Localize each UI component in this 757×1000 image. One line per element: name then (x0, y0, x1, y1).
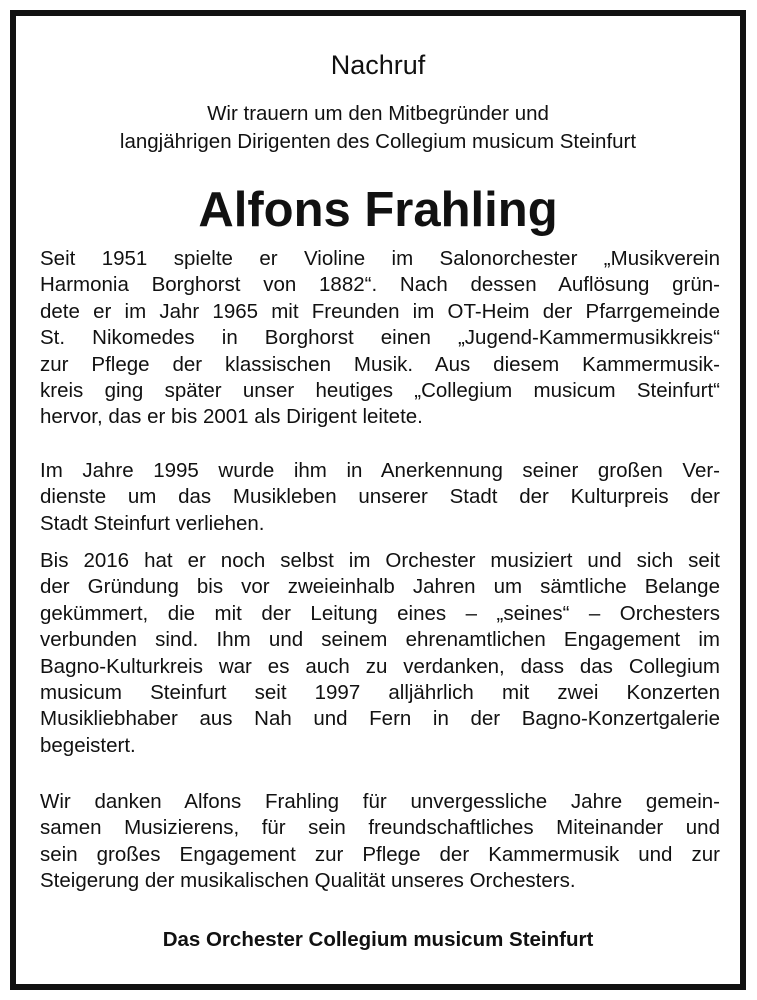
signature: Das Orchester Collegium musicum Steinfurt (162, 928, 594, 951)
obituary-notice (10, 10, 746, 990)
text-line: samen Musizierens, für sein freundschaftliches Miteinander und (40, 816, 720, 840)
text-line: Harmonia Borghorst von 1882“. Nach dessen Auflösung grün- (40, 273, 720, 297)
notice-heading: Nachruf (330, 50, 426, 80)
paragraph-thanks (40, 789, 720, 895)
paragraph-engagement (40, 548, 720, 759)
text-line: dienste um das Musikleben unserer Stadt der Kulturpreis der (40, 485, 720, 509)
intro-text (16, 100, 740, 156)
paragraph-career (40, 246, 720, 431)
text-line: Musikliebhaber aus Nah und Fern in der Bagno-Konzertgalerie (40, 707, 720, 731)
text-line: St. Nikomedes in Borghorst einen „Jugend-Kammermusikkreis“ (40, 326, 720, 350)
text-line: Bis 2016 hat er noch selbst im Orchester musiziert und sich seit (40, 549, 720, 572)
text-line: gekümmert, die mit der Leitung eines – „seines“ – Orchesters (40, 601, 720, 625)
intro-line: Wir trauern um den Mitbegründer und (207, 102, 549, 125)
text-line: der Gründung bis vor zweieinhalb Jahren um sämtliche Belange (40, 575, 720, 599)
text-line: Stadt Steinfurt verliehen. (40, 511, 265, 535)
text-line: zur Pflege der klassischen Musik. Aus diesem Kammermusik- (40, 352, 720, 376)
text-line: begeistert. (40, 733, 136, 757)
text-line: Wir danken Alfons Frahling für unvergessliche Jahre gemein- (40, 790, 720, 813)
intro-line: langjährigen Dirigenten des Collegium musicum Steinfurt (119, 130, 637, 153)
text-line: Seit 1951 spielte er Violine im Salonorchester „Musikverein (40, 247, 720, 270)
text-line: sein großes Engagement zur Pflege der Kammermusik und zur (40, 842, 720, 866)
text-line: Bagno-Kulturkreis war es auch zu verdanken, dass das Collegium (40, 654, 720, 678)
text-line: dete er im Jahr 1965 mit Freunden im OT-Heim der Pfarrgemeinde (40, 299, 720, 323)
text-line: hervor, das er bis 2001 als Dirigent leitete. (40, 405, 423, 429)
text-line: Steigerung der musikalischen Qualität unseres Orchesters. (40, 869, 576, 893)
text-line: musicum Steinfurt seit 1997 alljährlich mit zwei Konzerten (40, 681, 720, 705)
text-line: kreis ging später unser heutiges „Collegium musicum Steinfurt“ (40, 379, 720, 403)
text-line: verbunden sind. Ihm und seinem ehrenamtlichen Engagement im (40, 628, 720, 652)
paragraph-award (40, 458, 720, 537)
text-line: Im Jahre 1995 wurde ihm in Anerkennung seiner großen Ver- (40, 459, 720, 482)
deceased-name: Alfons Frahling (198, 183, 558, 237)
